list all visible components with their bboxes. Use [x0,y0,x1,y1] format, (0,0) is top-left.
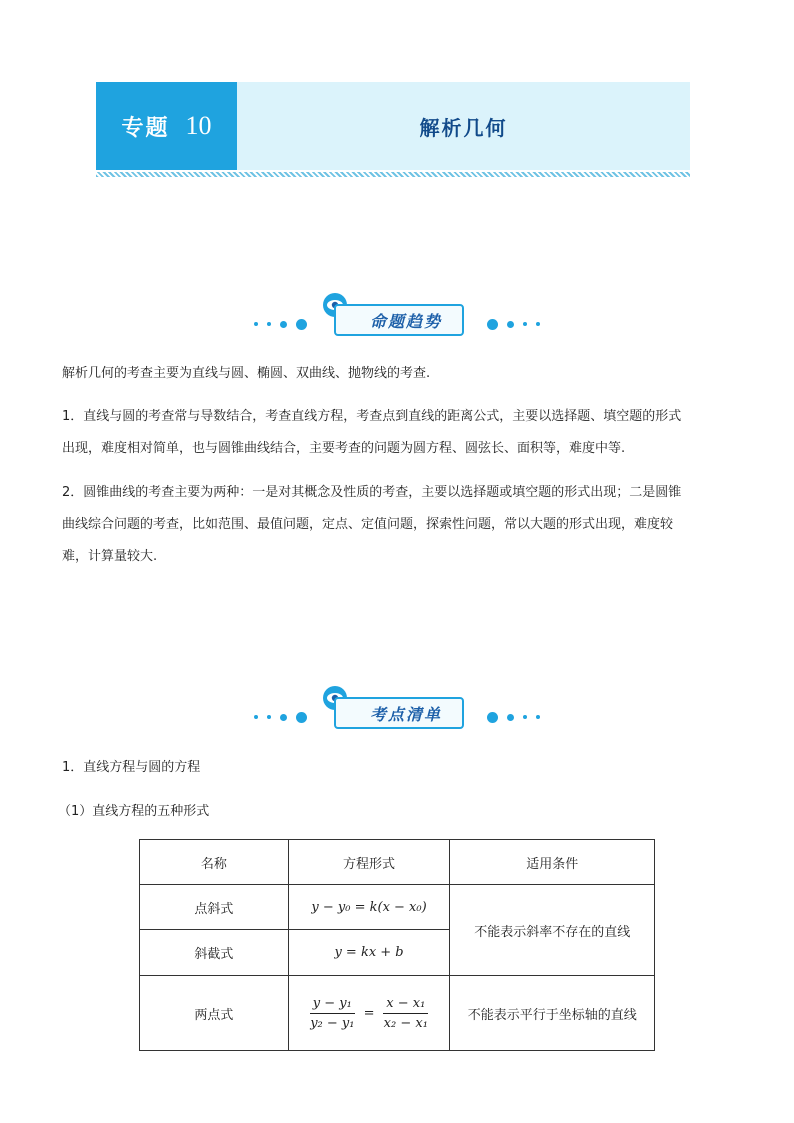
section-title: 命题趋势 [369,311,442,331]
topic-label-box [96,82,237,170]
line-equation-forms-table [139,839,655,1051]
topic-number: 10 [185,111,212,140]
section-title-pill [334,304,464,336]
section-header-checklist [254,685,540,735]
decor-dots-right [487,711,540,723]
row-name: 点斜式 [140,885,289,930]
trend-point-2-line-2: 曲线综合问题的考查，比如范围、最值问题，定点、定值问题，探索性问题，常以大题的形式出现，难度较 [62,517,674,532]
trend-point-1-line-2: 出现，难度相对简单，也与圆锥曲线结合，主要考查的问题为圆方程、圆弦长、面积等，难度中等. [62,441,626,456]
row-condition: 不能表示斜率不存在的直线 [450,885,655,976]
topic-title: 解析几何 [419,115,508,140]
row-name: 斜截式 [140,930,289,976]
row-formula: y = kx + b [288,930,450,976]
trend-intro: 解析几何的考查主要为直线与圆、椭圆、双曲线、抛物线的考查. [62,366,431,381]
row-name: 两点式 [140,976,289,1051]
header-cell-condition: 适用条件 [450,840,655,885]
checklist-heading-2: （1）直线方程的五种形式 [58,804,210,819]
section-title-pill [334,697,464,729]
topic-label: 专题 [121,114,170,141]
fraction-rhs: $\frac{\text{x − x₁}}{\text{x₂ − x₁}}$ [383,995,428,1031]
header-cell-name: 名称 [140,840,289,885]
fraction-lhs: $\frac{\text{y − y₁}}{\text{y₂ − y₁}}$ [310,995,355,1031]
topic-banner [96,82,690,170]
decor-dots-left [254,318,307,330]
header-cell-formula: 方程形式 [288,840,450,885]
row-condition: 不能表示平行于坐标轴的直线 [450,976,655,1051]
banner-stripe [96,172,690,177]
decor-dots-right [487,318,540,330]
table-header-row [140,840,655,885]
topic-title-box [237,82,690,170]
section-header-trend [254,292,540,342]
trend-point-1-line-1: 1．直线与圆的考查常与导数结合，考查直线方程，考查点到直线的距离公式，主要以选择题、填空题的形式 [62,409,682,424]
row-formula: y − y₀ = k(x − x₀) [288,885,450,930]
trend-point-2-line-1: 2．圆锥曲线的考查主要为两种：一是对其概念及性质的考查，主要以选择题或填空题的形式出现；二是圆锥 [62,485,682,500]
decor-dots-left [254,711,307,723]
table-row [140,885,655,930]
checklist-heading-1: 1．直线方程与圆的方程 [62,760,201,775]
trend-point-2-line-3: 难，计算量较大. [62,549,158,564]
row-formula: $\frac{\text{y − y₁}}{\text{y₂ − y₁}}$ = $\frac{\text{x − x₁}}{\text{x₂ − x₁}}$ [288,976,450,1051]
section-title: 考点清单 [369,704,442,724]
table-row [140,976,655,1051]
